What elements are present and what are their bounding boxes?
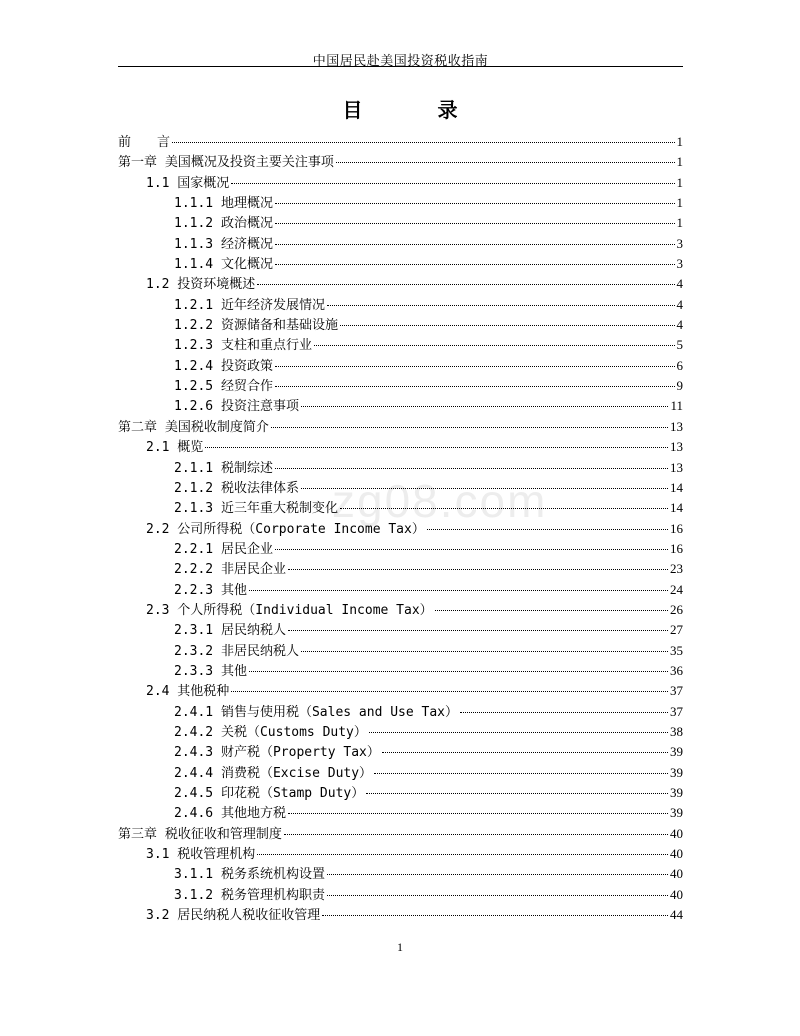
toc-entry-title: 2.4.6 其他地方税	[174, 806, 286, 822]
dot-leader	[374, 772, 668, 774]
toc-entry[interactable]	[118, 295, 683, 315]
dot-leader	[327, 873, 668, 875]
toc-entry-page: 40	[670, 886, 683, 902]
toc-entry-page: 1	[676, 174, 683, 190]
toc-entry[interactable]	[118, 519, 683, 539]
toc-entry-page: 4	[676, 276, 683, 292]
toc-entry-page: 40	[670, 825, 683, 841]
toc-entry-title: 1.2.6 投资注意事项	[174, 399, 299, 415]
toc-entry-title: 2.3 个人所得税（Individual Income Tax）	[146, 602, 433, 618]
toc-entry-title: 第二章 美国税收制度简介	[118, 419, 269, 435]
toc-entry-page: 37	[670, 683, 683, 699]
toc-entry-title: 2.4.5 印花税（Stamp Duty）	[174, 786, 365, 801]
dot-leader	[231, 690, 668, 692]
dot-leader	[205, 446, 668, 448]
toc-entry[interactable]	[118, 234, 683, 254]
dot-leader	[275, 202, 675, 204]
dot-leader	[249, 589, 668, 591]
toc-entry-page: 1	[676, 195, 683, 211]
dot-leader	[257, 853, 668, 855]
dot-leader	[275, 222, 675, 224]
page-title: 目 录	[342, 98, 492, 122]
toc-entry[interactable]	[118, 641, 683, 661]
toc-entry[interactable]	[118, 356, 683, 376]
toc-entry-page: 1	[676, 215, 683, 231]
toc-entry-page: 4	[676, 317, 683, 333]
toc-entry[interactable]	[118, 132, 683, 152]
toc-entry-title: 2.2.3 其他	[174, 582, 247, 598]
toc-entry[interactable]	[118, 681, 683, 701]
toc-entry-title: 2.2.2 非居民企业	[174, 562, 286, 578]
toc-entry[interactable]	[118, 498, 683, 518]
toc-entry-title: 1.1.4 文化概况	[174, 257, 273, 273]
dot-leader	[288, 812, 668, 814]
running-header: 中国居民赴美国投资税收指南	[312, 54, 489, 69]
dot-leader	[288, 629, 668, 631]
toc-entry-title: 1.1 国家概况	[146, 175, 230, 191]
toc-entry[interactable]	[118, 864, 683, 884]
toc-entry-page: 3	[676, 256, 683, 272]
toc-entry-title: 2.4 其他税种	[146, 684, 230, 700]
dot-leader	[249, 670, 668, 672]
toc-entry-title: 1.2.4 投资政策	[174, 358, 273, 374]
dot-leader	[271, 426, 668, 428]
toc-entry-title: 2.4.3 财产税（Property Tax）	[174, 745, 380, 761]
toc-entry-page: 24	[670, 581, 683, 597]
toc-entry-page: 1	[676, 154, 683, 170]
toc-entry-page: 16	[670, 540, 683, 556]
toc-entry[interactable]	[118, 274, 683, 294]
toc-entry-page: 38	[670, 723, 683, 739]
dot-leader	[322, 914, 668, 916]
toc-entry-page: 5	[676, 337, 683, 353]
toc-entry[interactable]	[118, 173, 683, 193]
toc-entry[interactable]	[118, 885, 683, 905]
dot-leader	[301, 487, 668, 489]
dot-leader	[327, 304, 675, 306]
toc-entry[interactable]	[118, 437, 683, 457]
toc-entry[interactable]	[118, 702, 683, 722]
toc-entry[interactable]	[118, 661, 683, 681]
dot-leader	[288, 568, 668, 570]
toc-entry[interactable]	[118, 783, 683, 803]
toc-entry[interactable]	[118, 824, 683, 844]
dot-leader	[275, 365, 675, 367]
toc-entry-page: 13	[670, 418, 683, 434]
toc-entry[interactable]	[118, 376, 683, 396]
dot-leader	[231, 182, 674, 184]
toc-entry-title: 1.2.3 支柱和重点行业	[174, 338, 312, 354]
toc-entry-title: 2.3.1 居民纳税人	[174, 623, 286, 639]
toc-entry-title: 2.3.2 非居民纳税人	[174, 643, 299, 659]
toc-entry[interactable]	[118, 844, 683, 864]
header-divider	[118, 66, 683, 67]
toc-entry[interactable]	[118, 539, 683, 559]
toc-entry-page: 35	[670, 642, 683, 658]
toc-entry[interactable]	[118, 335, 683, 355]
toc-entry-title: 2.1.1 税制综述	[174, 460, 273, 476]
toc-entry-page: 23	[670, 561, 683, 577]
toc-entry-page: 16	[670, 520, 683, 536]
toc-entry-page: 14	[670, 500, 683, 516]
toc-entry-page: 13	[670, 459, 683, 475]
toc-entry-page: 9	[676, 378, 683, 394]
dot-leader	[275, 243, 675, 245]
toc-entry-page: 44	[670, 907, 683, 923]
toc-entry-title: 2.1.2 税收法律体系	[174, 480, 299, 496]
toc-entry-title: 2.2 公司所得税（Corporate Income Tax）	[146, 521, 425, 537]
toc-entry[interactable]	[118, 763, 683, 783]
dot-leader	[460, 711, 668, 713]
toc-entry-title: 2.1 概览	[146, 440, 204, 456]
dot-leader	[427, 528, 668, 530]
dot-leader	[327, 894, 668, 896]
toc-entry-title: 1.2.1 近年经济发展情况	[174, 297, 325, 313]
toc-entry[interactable]	[118, 620, 683, 640]
toc-entry-title: 第一章 美国概况及投资主要关注事项	[118, 155, 334, 171]
toc-entry[interactable]	[118, 417, 683, 437]
toc-entry-page: 1	[676, 134, 683, 149]
toc-entry-page: 4	[676, 296, 683, 312]
toc-entry-page: 14	[670, 479, 683, 495]
toc-entry-page: 40	[670, 846, 683, 862]
dot-leader	[301, 405, 669, 407]
toc-entry[interactable]	[118, 742, 683, 762]
toc-entry-page: 37	[670, 703, 683, 719]
toc-entry[interactable]	[118, 580, 683, 600]
toc-entry-title: 1.1.1 地理概况	[174, 196, 273, 212]
toc-entry-title: 2.1.3 近三年重大税制变化	[174, 501, 338, 517]
toc-entry[interactable]	[118, 396, 683, 416]
page-number: 1	[397, 940, 403, 954]
dot-leader	[275, 263, 675, 265]
toc-entry[interactable]	[118, 722, 683, 742]
toc-entry[interactable]	[118, 600, 683, 620]
toc-entry-title: 2.3.3 其他	[174, 663, 247, 679]
toc-entry-title: 2.4.4 消费税（Excise Duty）	[174, 765, 373, 781]
toc-entry-title: 1.2.2 资源储备和基础设施	[174, 318, 338, 334]
toc-entry-title: 1.1.3 经济概况	[174, 236, 273, 252]
toc-entry-title: 3.1 税收管理机构	[146, 847, 256, 863]
toc-entry[interactable]	[118, 458, 683, 478]
dot-leader	[366, 792, 668, 794]
dot-leader	[340, 324, 675, 326]
dot-leader	[301, 650, 668, 652]
toc-entry[interactable]	[118, 559, 683, 579]
toc-entry-page: 26	[670, 601, 683, 617]
toc-entry-title: 3.1.1 税务系统机构设置	[174, 867, 325, 883]
toc-entry[interactable]	[118, 193, 683, 213]
toc-entry-title: 1.2.5 经贸合作	[174, 379, 273, 395]
dot-leader	[275, 548, 668, 550]
toc-entry[interactable]	[118, 254, 683, 274]
dot-leader	[382, 751, 668, 753]
toc-entry[interactable]	[118, 213, 683, 233]
dot-leader	[284, 833, 668, 835]
dot-leader	[257, 283, 674, 285]
toc-entry[interactable]	[118, 803, 683, 823]
watermark: zg08.com	[332, 475, 548, 527]
toc-entry-page: 27	[670, 622, 683, 638]
dot-leader	[336, 161, 675, 163]
dot-leader	[275, 385, 675, 387]
dot-leader	[275, 467, 668, 469]
toc-entry[interactable]	[118, 152, 683, 172]
toc-entry[interactable]	[118, 905, 683, 925]
dot-leader	[172, 141, 674, 143]
toc-entry-page: 11	[670, 398, 683, 414]
toc-entry[interactable]	[118, 315, 683, 335]
toc-entry-page: 6	[676, 357, 683, 373]
toc-entry-page: 3	[676, 235, 683, 251]
toc-entry[interactable]	[118, 478, 683, 498]
toc-entry-page: 40	[670, 866, 683, 882]
dot-leader	[435, 609, 668, 611]
toc-entry-title: 2.4.2 关税（Customs Duty）	[174, 724, 367, 740]
toc-entry-page: 39	[670, 805, 683, 821]
toc-entry-title: 1.1.2 政治概况	[174, 216, 273, 232]
toc-entry-page: 13	[670, 439, 683, 455]
toc-entry-title: 3.1.2 税务管理机构职责	[174, 887, 325, 903]
toc-entry-page: 39	[670, 744, 683, 760]
dot-leader	[369, 731, 668, 733]
table-of-contents	[118, 132, 683, 925]
toc-entry-title: 1.2 投资环境概述	[146, 277, 256, 293]
toc-entry-page: 39	[670, 785, 683, 800]
toc-entry-title: 3.2 居民纳税人税收征收管理	[146, 908, 321, 924]
dot-leader	[340, 507, 668, 509]
toc-entry-page: 36	[670, 662, 683, 678]
toc-entry-title: 第三章 税收征收和管理制度	[118, 826, 282, 842]
toc-entry-page: 39	[670, 764, 683, 780]
toc-entry-title: 2.4.1 销售与使用税（Sales and Use Tax）	[174, 704, 459, 720]
toc-entry-title: 2.2.1 居民企业	[174, 541, 273, 557]
toc-entry-title: 前 言	[118, 135, 171, 150]
dot-leader	[314, 344, 675, 346]
